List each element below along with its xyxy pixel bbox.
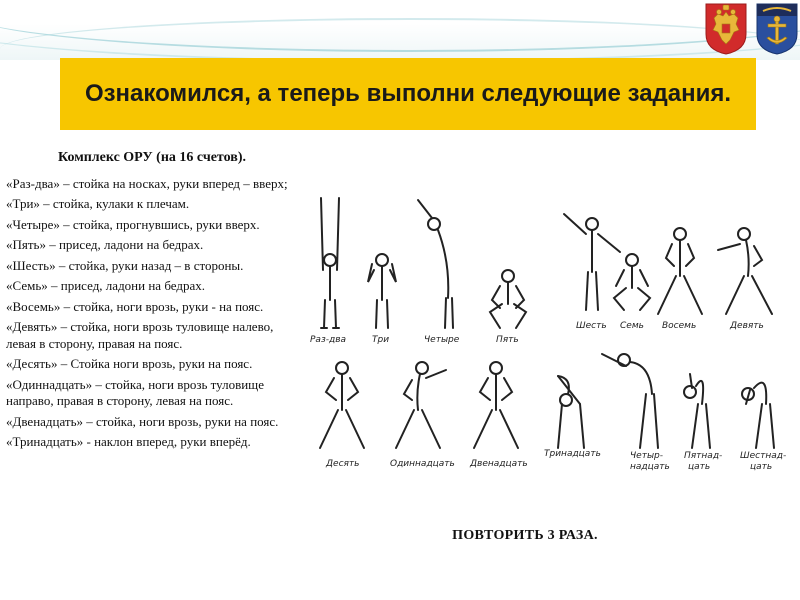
label-chetyrnadtsat-line2: надцать (630, 462, 670, 472)
page-title: Ознакомился, а теперь выполни следующие задания. (60, 58, 756, 130)
label-trinadtsat: Тринадцать (544, 449, 601, 459)
label-pyatnadtsat-line1: Пятнад- (684, 451, 723, 461)
exercise-illustration (300, 192, 796, 474)
figure-chetyre (418, 200, 453, 328)
instruction-item: «Шесть» – стойка, руки назад – в стороны. (6, 257, 244, 273)
figure-shestnadtsat (742, 383, 774, 448)
murmansk-region-coat-of-arms-icon (755, 2, 799, 56)
label-devyat: Девять (730, 321, 764, 331)
label-shest: Шесть (576, 321, 607, 331)
figure-desyat (320, 362, 364, 448)
exercise-instructions (6, 150, 298, 600)
figure-trinadtsat (558, 376, 584, 448)
instruction-item: «Восемь» – стойка, ноги врозь, руки - на пояс. (6, 298, 264, 314)
label-chetyrnadtsat-line1: Четыр- (630, 451, 664, 461)
decorative-header-band (0, 0, 800, 60)
instruction-item: «Тринадцать» - наклон вперед, руки вперёд. (6, 434, 251, 449)
figure-odinnadtsat (396, 362, 446, 448)
figure-tri (368, 254, 396, 328)
instruction-item: «Семь» – присед, ладони на бедрах. (6, 278, 205, 293)
instruction-item: «Одиннадцать» – стойка, ноги врозь туловище направо, правая в сторону, левая на пояс. (6, 376, 264, 408)
label-shestnadtsat-line2: цать (750, 462, 773, 472)
figure-shest (564, 214, 620, 310)
instruction-item: «Пять» – присед, ладони на бедрах. (6, 237, 204, 252)
instruction-item: «Раз-два» – стойка на носках, руки вперед – вверх; (6, 175, 288, 191)
label-vosem: Восемь (662, 321, 697, 331)
figure-pyat (490, 270, 526, 328)
russia-coat-of-arms-icon (704, 2, 748, 56)
instruction-item: «Девять» – стойка, ноги врозь туловище налево, левая в сторону, правая на пояс. (6, 319, 274, 351)
figure-raz-dva (321, 198, 339, 328)
label-pyat: Пять (496, 335, 519, 345)
instruction-item: «Четыре» – стойка, прогнувшись, руки вверх. (6, 216, 260, 232)
figure-dvenadtsat (474, 362, 518, 448)
label-odinnadtsat: Одиннадцать (390, 459, 455, 469)
figure-devyat (718, 228, 772, 314)
label-raz-dva: Раз-два (310, 335, 347, 345)
label-sem: Семь (620, 321, 644, 331)
instruction-item: «Десять» – Стойка ноги врозь, руки на пояс. (6, 356, 253, 371)
repeat-instruction: ПОВТОРИТЬ 3 РАЗА. (452, 528, 598, 543)
label-tri: Три (372, 335, 390, 345)
figure-pyatnadtsat (684, 374, 710, 448)
label-pyatnadtsat-line2: цать (688, 462, 711, 472)
figure-sem (614, 254, 650, 310)
instruction-item: «Три» – стойка, кулаки к плечам. (6, 196, 190, 211)
label-chetyre: Четыре (424, 335, 460, 345)
figure-chetyrnadtsat (602, 354, 658, 448)
label-dvenadtsat: Двенадцать (470, 459, 528, 469)
instruction-item: «Двенадцать» – стойка, ноги врозь, руки на пояс. (6, 413, 279, 429)
figure-vosem (658, 228, 702, 314)
label-shestnadtsat-line1: Шестнад- (740, 451, 787, 461)
instructions-heading: Комплекс ОРУ (на 16 счетов). (58, 150, 246, 165)
label-desyat: Десять (326, 459, 360, 469)
